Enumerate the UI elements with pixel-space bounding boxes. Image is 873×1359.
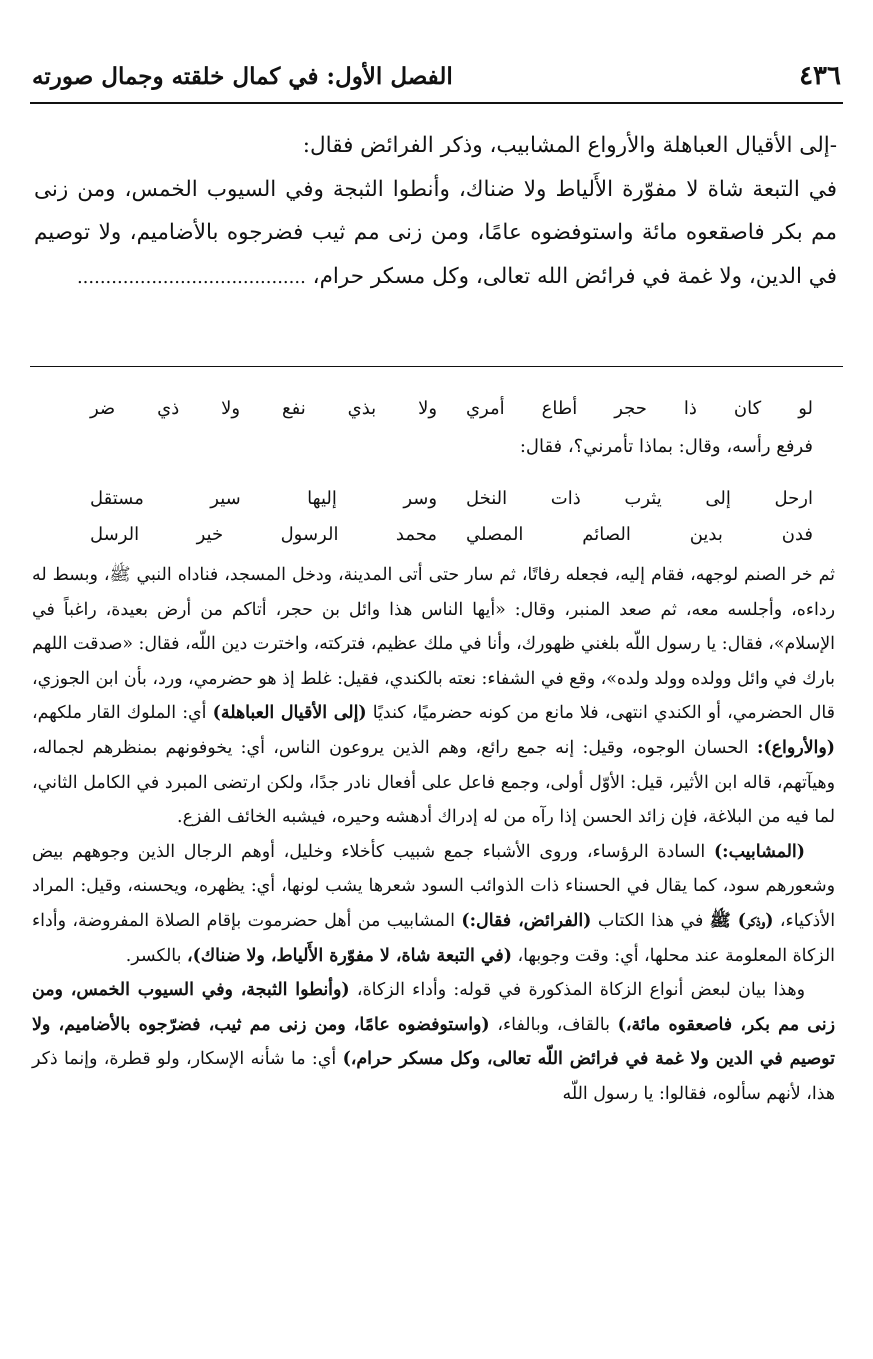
ellipsis-dots: ........................................ xyxy=(76,266,306,288)
verse-first-hemistich: فدن بدين الصائم المصلي xyxy=(465,523,813,545)
verse xyxy=(90,390,813,426)
commentary-paragraph-2: (المشابيب:) السادة الرؤساء، وروى الأشباء جمع شبيب كأخلاء وخليل، أوهم الرجال الذين وجوههم بيض وشعورهم سود، كما يقال في الحسناء ذات الذوائب السود شعرها يشب لونها، أي: يظهره، ويحسنه، وقيل: المراد الأذكياء، (وذكر) ﷺ في هذا الكتاب (الفرائض، فقال:) المشابيب من أهل حضرموت بإقام الصلاة المفروضة، وأداء الزكاة المعلومة عند محلها، أي: وقت وجوبها، (في التبعة شاة، لا مفوّرة الأَلياط، ولا ضناك)، بالكسر. xyxy=(32,841,836,966)
header-rule xyxy=(30,102,843,104)
matn-paragraph: في التبعة شاة لا مفوّرة الأَلياط ولا ضناك، وأنطوا الثبجة وفي السيوب الخمس، ومن زنى مم بكر فاصقعوه مائة واستوفضوه عامًا، ومن زنى مم ثيب فضرجوه بالأضاميم، ولا توصيم في الدين، ولا غمة في فرائض الله تعالى، وكل مسكر حرام، ........................................ xyxy=(34,176,837,289)
verse-second-hemistich: ولا بذي نفع ولا ذي ضر xyxy=(90,397,438,419)
poem-1 xyxy=(90,390,813,426)
verse-second-hemistich: وسر إليها سير مستقل xyxy=(90,487,438,509)
section-divider xyxy=(30,366,843,367)
commentary-text xyxy=(32,558,835,1112)
verse-first-hemistich: لو كان ذا حجر أطاع أمري xyxy=(465,397,813,419)
matn-text xyxy=(34,124,837,299)
page-number: ٤٣٦ xyxy=(799,61,841,91)
verse xyxy=(90,516,813,552)
matn-line-1: -إلى الأقيال العباهلة والأرواع المشابيب، وذكر الفرائض فقال: xyxy=(302,133,837,158)
transition-line: فرفع رأسه، وقال: بماذا تأمرني؟، فقال: xyxy=(519,436,813,457)
chapter-title: الفصل الأول: في كمال خلقته وجمال صورته xyxy=(32,62,453,90)
poem-2 xyxy=(90,480,813,552)
running-header xyxy=(32,56,841,96)
verse-first-hemistich: ارحل إلى يثرب ذات النخل xyxy=(465,487,813,509)
commentary-paragraph-1: ثم خر الصنم لوجهه، فقام إليه، فجعله رفاتًا، ثم سار حتى أتى المدينة، ودخل المسجد، فناداه النبي ﷺ، وبسط له رداءه، وأجلسه معه، ثم صعد المنبر، وقال: «أيها الناس هذا وائل بن حجر، أتاكم من أرض بعيدة، راغباً في الإسلام»، فقال: يا رسول اللّه بلغني ظهورك، وأنا في ملك عظيم، فتركته، واخترت دين اللّه، فقال: «صدقت اللهم بارك في وائل وولده وولد ولده»، وقع في الشفاء: نعته بالكندي، فقيل: غلط إذ هو حضرمي، ورد، بأن ابن الجوزي، قال الحضرمي، أو الكندي انتهى، فلا مانع من كونه حضرميًا، كنديًا (إلى الأقيال العباهلة) أي: الملوك القار ملكهم، (والأرواع): الحسان الوجوه، وقيل: إنه جمع رائع، وهم الذين يروعون الناس، أي: يخوفونهم بمنظرهم لجماله، وهيآتهم، قاله ابن الأثير، قيل: الأوّل أولى، وجمع فاعل على أفعال نادر جدًا، ولكن ارتضى المبرد في الكامل الثاني، لما فيه من البلاغة، فإن زائد الحسن إذا رآه من له إدراك أدهشه وحيره، فيشبه الخائف الفزع. xyxy=(32,565,835,828)
verse xyxy=(90,480,813,516)
verse-second-hemistich: محمد الرسول خير الرسل xyxy=(90,523,438,545)
commentary-paragraph-3: وهذا بيان لبعض أنواع الزكاة المذكورة في قوله: وأداء الزكاة، (وأنطوا الثبجة، وفي السيوب الخمس، ومن زنى مم بكر، فاصعقوه مائة،) بالقاف، وبالفاء، (واستوفضوه عامًا، ومن زنى مم ثيب، فضرّجوه بالأضاميم، ولا توصيم في الدين ولا غمة في فرائض اللّه تعالى، وكل مسكر حرام،) أي: ما شأنه الإسكار، ولو قطرة، وإنما ذكر هذا، لأنهم سألوه، فقالوا: يا رسول اللّه xyxy=(32,980,835,1104)
